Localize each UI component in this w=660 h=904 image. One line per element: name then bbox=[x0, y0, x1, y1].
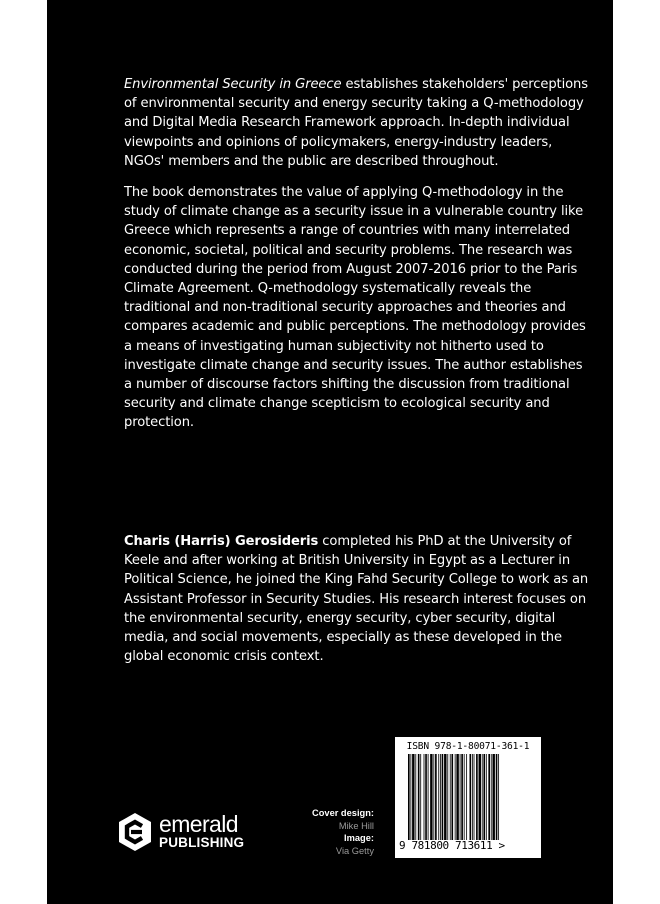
back-cover bbox=[47, 0, 613, 904]
barcode-bar bbox=[433, 754, 434, 840]
isbn-label: ISBN 978-1-80071-361-1 bbox=[406, 741, 530, 752]
book-blurb bbox=[124, 75, 594, 433]
barcode-bar bbox=[491, 754, 492, 840]
publisher-logo bbox=[117, 812, 257, 852]
barcode-bar bbox=[410, 754, 411, 840]
barcode-bar bbox=[442, 754, 444, 840]
image-credit-value: Via Getty bbox=[335, 845, 374, 856]
barcode-bar bbox=[412, 754, 414, 840]
barcode-bar bbox=[450, 754, 451, 840]
publisher-name-sub: PUBLISHING bbox=[159, 835, 245, 850]
blurb-paragraph-1-text: establishes stakeholders' perceptions of environmental security and energy security taking a Q-methodology and Digital Media Research Framework approach. In-depth individual viewpoints and opinions of policymakers, energy-industry leaders, NGOs' members and the public are described throughout. bbox=[124, 77, 588, 169]
barcode-bar bbox=[425, 754, 427, 840]
barcode-bar bbox=[486, 754, 487, 840]
isbn-barcode bbox=[395, 737, 541, 858]
barcode-bar bbox=[418, 754, 420, 840]
barcode-bars bbox=[408, 754, 530, 840]
author-name: Charis (Harris) Gerosideris bbox=[124, 534, 319, 549]
barcode-bar bbox=[447, 754, 448, 840]
barcode-bar bbox=[498, 754, 499, 840]
barcode-bar bbox=[482, 754, 483, 840]
author-bio-text: completed his PhD at the University of Keele and after working at British University in Egypt as a Lecturer in Political Science, he joined the King Fahd Security College to work as an Assistant Professor in Security Studies. His research interest focuses on the environmental security, energy security, cyber security, digital media, and social movements, especially as these developed in the global economic crisis context. bbox=[124, 534, 589, 665]
image-credit-label: Image: bbox=[344, 833, 374, 843]
cover-credits bbox=[280, 807, 374, 857]
book-title: Environmental Security in Greece bbox=[124, 77, 342, 92]
barcode-bar bbox=[472, 754, 473, 840]
cover-design-label: Cover design: bbox=[312, 808, 374, 818]
barcode-bar bbox=[496, 754, 498, 840]
barcode-bar bbox=[438, 754, 439, 840]
barcode-bar bbox=[415, 754, 416, 840]
barcode-bar bbox=[435, 754, 437, 840]
barcode-bar bbox=[488, 754, 490, 840]
barcode-bar bbox=[444, 754, 446, 840]
barcode-bar bbox=[440, 754, 441, 840]
barcode-bar bbox=[451, 754, 453, 840]
barcode-bar bbox=[408, 754, 410, 840]
barcode-bar bbox=[455, 754, 456, 840]
blurb-paragraph-1 bbox=[124, 75, 594, 171]
barcode-bar bbox=[474, 754, 475, 840]
barcode-bar bbox=[466, 754, 467, 840]
barcode-bar bbox=[456, 754, 458, 840]
barcode-bar bbox=[479, 754, 481, 840]
barcode-bar bbox=[424, 754, 425, 840]
barcode-digits: 9 781800 713611 > bbox=[399, 839, 505, 852]
barcode-bar bbox=[470, 754, 472, 840]
barcode-bar bbox=[460, 754, 461, 840]
barcode-bar bbox=[492, 754, 494, 840]
cover-design-value: Mike Hill bbox=[338, 820, 374, 831]
barcode-bar bbox=[428, 754, 429, 840]
barcode-bar bbox=[461, 754, 463, 840]
barcode-bar bbox=[476, 754, 478, 840]
publisher-name: emerald bbox=[159, 811, 238, 837]
barcode-bar bbox=[430, 754, 432, 840]
barcode-bar bbox=[420, 754, 421, 840]
barcode-bar bbox=[464, 754, 465, 840]
blurb-paragraph-2: The book demonstrates the value of applying Q-methodology in the study of climate change as a security issue in a vulnerable country like Greece which represents a range of countries with many interrelated economic, societal, political and security problems. The research was conducted during the period from August 2007-2016 prior to the Paris Climate Agreement. Q-methodology systematically reveals the traditional and non-traditional security approaches and theories and compares academic and public perceptions. The methodology provides a means of investigating human subjectivity not hitherto used to investigate climate change and security issues. The author establishes a number of discourse factors shifting the discussion from traditional security and climate change scepticism to ecological security and protection. bbox=[124, 185, 586, 431]
emerald-e-hexagon-icon bbox=[117, 812, 153, 852]
barcode-bar bbox=[483, 754, 485, 840]
author-bio bbox=[124, 532, 594, 666]
